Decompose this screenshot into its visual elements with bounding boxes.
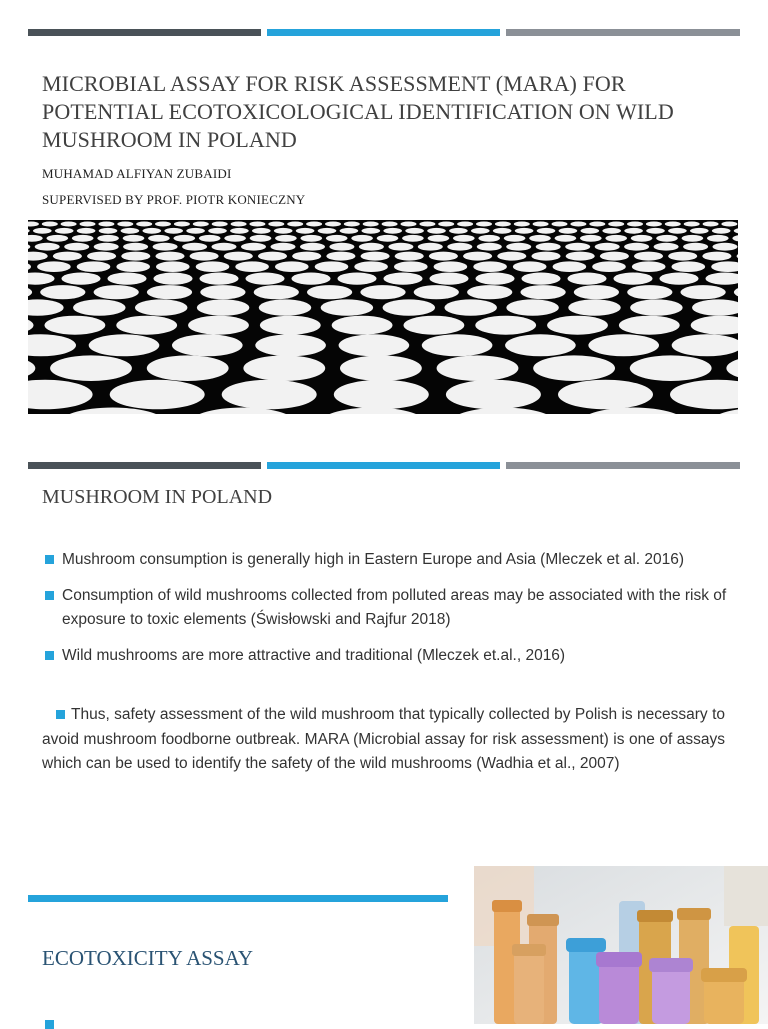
petri-dish xyxy=(434,261,468,272)
petri-dish xyxy=(646,222,662,227)
petri-dish xyxy=(429,252,458,261)
petri-dish xyxy=(630,355,712,381)
petri-dish xyxy=(208,228,227,234)
petri-dish xyxy=(580,235,602,242)
bullet-text: Mushroom consumption is generally high in Eastern Europe and Asia (Mleczek et al. 2016) xyxy=(62,551,685,568)
petri-dish xyxy=(188,316,249,335)
petri-dish xyxy=(45,316,106,335)
petri-dish xyxy=(395,252,424,261)
petri-dish xyxy=(35,243,60,251)
summary-paragraph xyxy=(42,703,725,777)
petri-dish xyxy=(190,252,219,261)
paragraph-text: Thus, safety assessment of the wild mushroom that typically collected by Polish is necessary to avoid mushroom foodborne outbreak. MARA (Microbial assay for risk assessment) is one of assays which can be used to identify the safety of the wild mushrooms (Wadhia et al., 2007) xyxy=(42,706,725,772)
petri-dish xyxy=(212,222,228,227)
petri-dish xyxy=(42,222,58,227)
petri-dish xyxy=(153,243,178,251)
petri-dish xyxy=(255,334,326,356)
petri-dish xyxy=(608,222,624,227)
petri-dish xyxy=(359,243,384,251)
petri-dish xyxy=(332,316,393,335)
petri-dish xyxy=(660,273,699,285)
petri-dish xyxy=(672,261,706,272)
petri-dish xyxy=(271,243,296,251)
petri-dish xyxy=(418,243,443,251)
petri-dish xyxy=(401,222,417,227)
petri-dish xyxy=(702,252,731,261)
petri-dish xyxy=(249,222,265,227)
petri-dish xyxy=(533,222,549,227)
petri-dish xyxy=(495,222,511,227)
petri-dish xyxy=(98,222,114,227)
petri-dish xyxy=(595,243,620,251)
bullet-square-icon xyxy=(45,651,54,660)
petri-dish xyxy=(287,222,303,227)
petri-dish xyxy=(384,273,423,285)
petri-dish xyxy=(321,299,373,315)
petri-dish xyxy=(164,228,183,234)
petri-dish xyxy=(619,316,680,335)
petri-dish xyxy=(135,299,187,315)
petri-dish xyxy=(47,235,69,242)
petri-dish xyxy=(197,299,249,315)
petri-dish xyxy=(80,222,96,227)
petri-dish xyxy=(186,228,205,234)
petri-dish xyxy=(77,261,111,272)
petri-dish xyxy=(116,261,150,272)
petri-dish xyxy=(682,235,704,242)
petri-dish xyxy=(292,273,331,285)
petri-dish xyxy=(471,228,490,234)
petri-dish xyxy=(473,261,507,272)
petri-dish xyxy=(437,355,519,381)
petri-dish xyxy=(532,252,561,261)
petri-dish xyxy=(493,228,512,234)
petri-dish xyxy=(438,222,454,227)
bar-blue xyxy=(267,29,500,36)
petri-dish xyxy=(243,355,325,381)
petri-dish xyxy=(116,316,177,335)
petri-dish xyxy=(329,243,354,251)
petri-dish xyxy=(252,228,271,234)
petri-dish xyxy=(340,228,359,234)
petri-dish xyxy=(574,285,619,299)
list-item xyxy=(42,584,732,632)
petri-dish xyxy=(447,243,472,251)
petri-dish xyxy=(73,299,125,315)
petri-dish xyxy=(383,228,402,234)
petri-dish xyxy=(354,261,388,272)
petri-dish xyxy=(77,228,96,234)
slide3-accent-bar xyxy=(28,895,448,902)
petri-dish xyxy=(200,273,239,285)
test-tubes-image xyxy=(474,866,768,1024)
slide1-top-bars xyxy=(28,29,740,36)
petri-dish xyxy=(94,285,139,299)
petri-dish xyxy=(565,243,590,251)
petri-dish xyxy=(414,285,459,299)
petri-dish xyxy=(445,299,497,315)
petri-dish xyxy=(326,235,348,242)
petri-dish xyxy=(522,273,561,285)
petri-dish xyxy=(683,243,708,251)
petri-dish xyxy=(55,228,74,234)
petri-dish xyxy=(654,243,679,251)
petri-dish xyxy=(123,243,148,251)
petri-dish xyxy=(624,228,643,234)
petri-dish xyxy=(547,316,608,335)
petri-dish xyxy=(148,235,170,242)
petri-dish xyxy=(318,228,337,234)
petri-dish xyxy=(684,222,700,227)
petri-dish xyxy=(123,235,145,242)
petri-dish xyxy=(62,273,101,285)
petri-dish xyxy=(552,222,568,227)
petri-dish xyxy=(334,380,429,410)
petri-dish xyxy=(570,222,586,227)
petri-dish xyxy=(230,228,249,234)
bar-gray xyxy=(506,462,740,469)
petri-dish xyxy=(212,243,237,251)
petri-dish xyxy=(589,222,605,227)
petri-dish xyxy=(690,228,709,234)
petri-dish xyxy=(394,261,428,272)
petri-dish xyxy=(254,285,299,299)
bar-gray xyxy=(506,29,740,36)
petri-dish xyxy=(478,235,500,242)
slide2-title: MUSHROOM IN POLAND xyxy=(42,486,273,508)
petri-dish xyxy=(631,235,653,242)
petri-dish xyxy=(196,261,230,272)
petri-dish xyxy=(307,285,352,299)
bar-dark xyxy=(28,462,261,469)
petri-dish xyxy=(592,261,626,272)
petri-dish xyxy=(497,252,526,261)
petri-dish xyxy=(632,261,666,272)
petri-dish xyxy=(224,252,253,261)
petri-dish xyxy=(427,228,446,234)
petri-dish xyxy=(521,285,566,299)
petri-dish xyxy=(568,273,607,285)
petri-dish xyxy=(326,252,355,261)
petri-dish xyxy=(614,273,653,285)
petri-dish xyxy=(477,243,502,251)
petri-dish xyxy=(143,228,162,234)
petri-dish xyxy=(121,228,140,234)
petri-dish xyxy=(200,285,245,299)
petri-dish xyxy=(363,222,379,227)
petri-dish xyxy=(325,222,341,227)
petri-dish xyxy=(467,285,512,299)
petri-dish xyxy=(172,334,243,356)
petri-dish xyxy=(315,261,349,272)
petri-dish xyxy=(537,228,556,234)
petri-dish xyxy=(656,235,678,242)
petri-dish xyxy=(668,228,687,234)
petri-dish xyxy=(108,273,147,285)
slide1-title: MICROBIAL ASSAY FOR RISK ASSESSMENT (MARA) FOR POTENTIAL ECOTOXICOLOGICAL IDENTIFICATION ON WILD MUSHROOM IN POLAND xyxy=(42,71,674,152)
petri-dish xyxy=(404,316,465,335)
petri-dish xyxy=(182,243,207,251)
petri-dish xyxy=(707,235,729,242)
petri-dish xyxy=(627,222,643,227)
petri-dish xyxy=(301,235,323,242)
petri-dish xyxy=(568,299,620,315)
petri-dish xyxy=(37,261,71,272)
petri-dish xyxy=(504,235,526,242)
petri-dish xyxy=(559,228,578,234)
petri-dish xyxy=(533,355,615,381)
petri-dish xyxy=(97,235,119,242)
author-name: MUHAMAD ALFIYAN ZUBAIDI xyxy=(42,166,232,181)
petri-dish xyxy=(61,222,77,227)
petri-dish xyxy=(296,228,315,234)
petri-dish xyxy=(360,285,405,299)
petri-dish xyxy=(121,252,150,261)
petri-dish xyxy=(241,243,266,251)
petri-dish xyxy=(250,235,272,242)
petri-dish xyxy=(600,252,629,261)
petri-dish xyxy=(306,222,322,227)
petri-dish xyxy=(351,235,373,242)
petri-dish xyxy=(453,235,475,242)
petri-dishes-image xyxy=(28,220,738,414)
petri-dish xyxy=(513,261,547,272)
bullet-text: Wild mushrooms are more attractive and traditional (Mleczek et.al., 2016) xyxy=(62,647,566,664)
petri-dish xyxy=(154,273,193,285)
petri-dish xyxy=(377,235,399,242)
petri-dish xyxy=(156,252,185,261)
petri-dish xyxy=(506,243,531,251)
petri-dish xyxy=(72,235,94,242)
bullet-square-icon xyxy=(56,710,65,719)
petri-dish xyxy=(174,222,190,227)
petri-dish xyxy=(402,235,424,242)
petri-dish xyxy=(405,228,424,234)
petri-dish xyxy=(275,261,309,272)
list-item xyxy=(42,548,732,572)
petri-dish xyxy=(382,222,398,227)
petri-dish xyxy=(300,243,325,251)
petri-dish xyxy=(344,222,360,227)
petri-dish xyxy=(99,228,118,234)
petri-dish xyxy=(627,285,672,299)
petri-dish xyxy=(292,252,321,261)
petri-dish xyxy=(422,334,493,356)
petri-dish xyxy=(156,261,190,272)
petri-dish xyxy=(713,243,738,251)
petri-dish xyxy=(235,261,269,272)
petri-dish xyxy=(555,235,577,242)
petri-dish xyxy=(117,222,133,227)
petri-dish xyxy=(558,380,653,410)
petri-dish xyxy=(553,261,587,272)
supervisor-line: SUPERVISED BY PROF. PIOTR KONIECZNY xyxy=(42,192,306,207)
petri-dish xyxy=(33,228,52,234)
petri-dish xyxy=(362,228,381,234)
petri-dish xyxy=(258,252,287,261)
petri-dish xyxy=(339,334,410,356)
petri-dish xyxy=(514,222,530,227)
petri-dish xyxy=(259,299,311,315)
petri-dish xyxy=(224,235,246,242)
petri-dish xyxy=(712,228,731,234)
petri-dish xyxy=(681,285,726,299)
petri-dish xyxy=(665,222,681,227)
petri-dish xyxy=(624,243,649,251)
petri-dish xyxy=(231,222,247,227)
petri-dish xyxy=(193,222,209,227)
petri-dish xyxy=(721,222,737,227)
petri-dish xyxy=(529,235,551,242)
petri-dish xyxy=(630,299,682,315)
petri-dish xyxy=(457,222,473,227)
petri-dish xyxy=(428,235,450,242)
petri-dish xyxy=(419,222,435,227)
petri-dish xyxy=(199,235,221,242)
slide3-title: ECOTOXICITY ASSAY xyxy=(42,946,254,970)
petri-dish xyxy=(634,252,663,261)
petri-dish xyxy=(246,273,285,285)
petri-dish xyxy=(64,243,89,251)
bar-dark xyxy=(28,29,261,36)
bullet-square-icon xyxy=(45,1020,54,1029)
petri-dish xyxy=(136,222,152,227)
petri-dish xyxy=(475,316,536,335)
bullet-list xyxy=(42,548,732,680)
petri-dish xyxy=(668,252,697,261)
petri-dish xyxy=(646,228,665,234)
petri-dish xyxy=(260,316,321,335)
petri-dish xyxy=(50,355,132,381)
petri-dish xyxy=(581,228,600,234)
petri-dish xyxy=(268,222,284,227)
petri-dish xyxy=(536,243,561,251)
petri-dish xyxy=(147,285,192,299)
petri-dish xyxy=(274,228,293,234)
petri-dish xyxy=(110,380,205,410)
petri-dish xyxy=(463,252,492,261)
petri-dish xyxy=(605,235,627,242)
petri-dish xyxy=(361,252,390,261)
petri-dish xyxy=(506,299,558,315)
petri-dish xyxy=(222,380,317,410)
petri-dish xyxy=(476,222,492,227)
petri-dish xyxy=(476,273,515,285)
petri-dish xyxy=(588,334,659,356)
petri-dish xyxy=(53,252,82,261)
petri-dish xyxy=(174,235,196,242)
petri-dish xyxy=(505,334,576,356)
petri-dish xyxy=(87,252,116,261)
petri-dish xyxy=(40,285,85,299)
petri-dish xyxy=(446,380,541,410)
slide2-top-bars xyxy=(28,462,740,469)
petri-dish xyxy=(94,243,119,251)
petri-dish xyxy=(566,252,595,261)
bullet-square-icon xyxy=(45,555,54,564)
petri-dish xyxy=(430,273,469,285)
bar-blue xyxy=(267,462,500,469)
petri-dish xyxy=(155,222,171,227)
list-item xyxy=(42,644,732,668)
petri-dish xyxy=(147,355,229,381)
petri-dish xyxy=(515,228,534,234)
bullet-square-icon xyxy=(45,591,54,600)
bullet-text: Consumption of wild mushrooms collected from polluted areas may be associated with the risk of exposure to toxic elements (Świsłowski and Rajfur 2018) xyxy=(62,587,727,628)
petri-dish xyxy=(338,273,377,285)
petri-dish xyxy=(383,299,435,315)
petri-dish xyxy=(703,222,719,227)
petri-dish xyxy=(340,355,422,381)
petri-dish xyxy=(89,334,160,356)
petri-dish xyxy=(388,243,413,251)
petri-dish xyxy=(602,228,621,234)
petri-dish xyxy=(275,235,297,242)
petri-dish xyxy=(449,228,468,234)
